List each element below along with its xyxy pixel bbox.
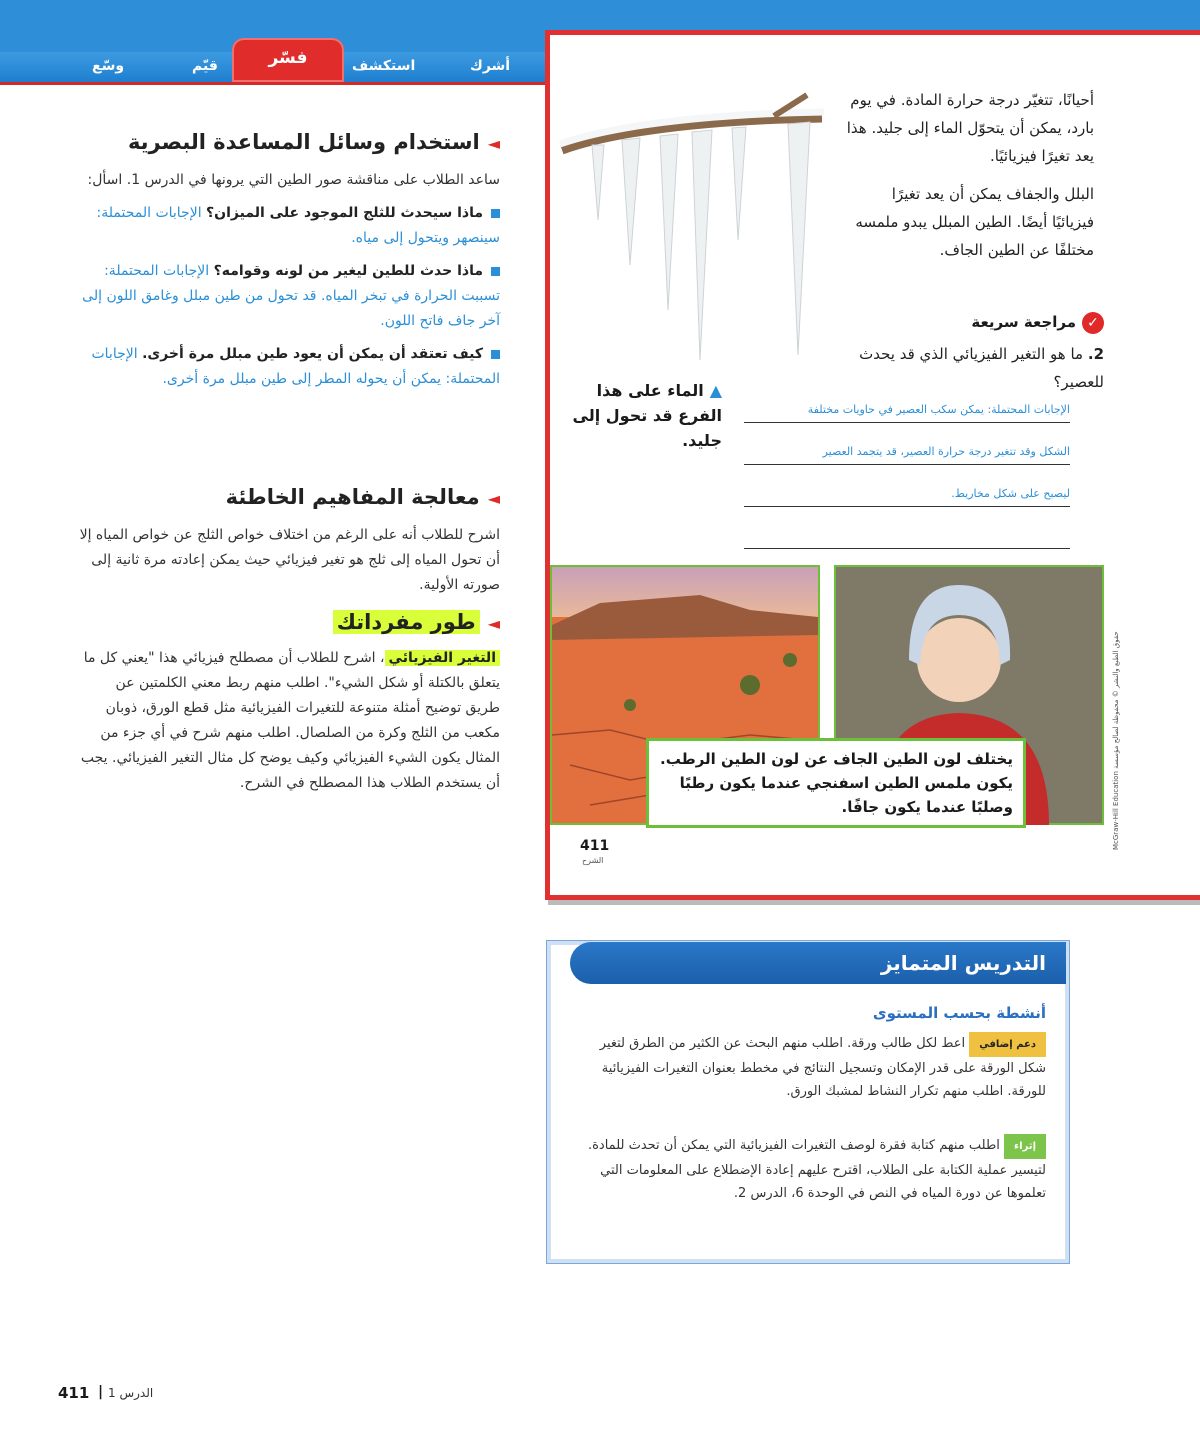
answer-line <box>744 464 1070 465</box>
visual-aids-section <box>78 130 500 392</box>
enrichment-tag: إثراء <box>1004 1134 1046 1159</box>
question-item: كيف تعتقد أن يمكن أن يعود طين مبلل مرة أخرى. الإجابات المحتملة: يمكن أن يحوله المطر إلى طين مبلل مرة أخرى. <box>91 346 500 387</box>
di-header: التدريس المتمايز <box>570 942 1066 984</box>
footer-page-number: 411 <box>58 1384 90 1402</box>
answer-text: الإجابات المحتملة: يمكن سكب العصير في حاويات مختلفة <box>807 403 1070 416</box>
vocab-heading: ◄طور مفرداتك <box>78 610 500 634</box>
review-question: 2. ما هو التغير الفيزيائي الذي قد يحدث للعصير؟ <box>859 345 1104 391</box>
visual-aids-heading: ◄استخدام وسائل المساعدة البصرية <box>127 130 500 154</box>
student-page-number: 411 <box>580 838 610 854</box>
misconceptions-text: اشرح للطلاب أنه على الرغم من اختلاف خواص الثلج عن خواص المياه إلا أن تحول المياه إلى ثلج هو تغير فيزيائي حيث يمكن إعادته مرة ثانية إلى صورته الأولية. <box>79 527 500 593</box>
answer-line <box>744 422 1070 423</box>
checkmark-icon: ✓ <box>1082 312 1104 334</box>
vocab-section <box>78 610 500 796</box>
answer-text: الشكل وقد تتغير درجة حرارة العصير، قد يتجمد العصير <box>822 445 1070 458</box>
answer-line <box>744 506 1070 507</box>
misconceptions-heading: ◄معالجة المفاهيم الخاطئة <box>225 485 500 509</box>
quick-review-heading: ✓مراجعة سريعة <box>846 312 1104 334</box>
square-bullet-icon <box>491 350 500 359</box>
di-level2: إثراء اطلب منهم كتابة فقرة لوصف التغيرات الفيزيائية التي يمكن أن تحدث للمادة. لتيسير عملية الكتابة على الطلاب، اقترح عليهم إعادة الإضطلاع على المعلومات التي تعلموها عن دورة المياه في النص في الوحدة 6، الدرس 2. <box>580 1134 1046 1205</box>
tab-explain-active[interactable]: فسّر <box>232 38 344 82</box>
misconceptions-section <box>78 485 500 598</box>
mud-caption: يختلف لون الطين الجاف عن لون الطين الرطب. يكون ملمس الطين اسفنجي عندما يكون رطبًا وصلبًا عندما يكون جافًا. <box>646 738 1026 828</box>
vocab-text: التغير الفيزيائي، اشرح للطلاب أن مصطلح فيزيائي هذا "يعني كل ما يتعلق بالكتلة أو شكل الشيء". اطلب منهم ربط معني الكلمتين عن طريق توضيح أمثلة متنوعة للتغيرات الفيزيائية مثل قطع الورق، ذوبان مكعب من الثلج وكرة من الصلصال. اطلب منهم شرح في أي جزء من المثال يكون الشيء الفيزيائي وكيف يوضح كل مثال التغير الفيزيائي. يجب أن يستخدم الطلاب هذا المصطلح في الشرح. <box>80 650 500 791</box>
visual-aids-intro: ساعد الطلاب على مناقشة صور الطين التي يرونها في الدرس 1. اسأل: <box>87 172 500 188</box>
body-paragraph-1: أحيانًا، تتغيّر درجة حرارة المادة. في يوم بارد، يمكن أن يتحوّل الماء إلى جليد. هذا يعد تغيرًا فيزيائيًا. <box>846 91 1094 165</box>
question-item: ماذا سيحدث للثلج الموجود على الميزان؟ الإجابات المحتملة: سينصهر ويتحول إلى مياه. <box>96 205 500 246</box>
copyright-credit: McGraw-Hill Education حقوق الطبع والنشر © محفوظة لصالح مؤسسة <box>1112 631 1120 850</box>
vocab-term: التغير الفيزيائي <box>385 650 500 666</box>
footer-separator: | <box>98 1384 104 1400</box>
di-level1: دعم إضافي اعط لكل طالب ورقة. اطلب منهم البحث عن الكثير من الطرق لتغير شكل الورقة على قدر الإمكان وتسجيل النتائج في مخطط بعنوان التغيرات الفيزيائية للورقة. اطلب منهم تكرار النشاط لمشبك الورق. <box>580 1032 1046 1103</box>
answer-line <box>744 548 1070 549</box>
tab-engage[interactable]: أشرك <box>470 58 511 74</box>
di-subheading: أنشطة بحسب المستوى <box>872 1004 1046 1022</box>
tab-evaluate[interactable]: قيّم <box>192 58 218 74</box>
footer-lesson-label: الدرس 1 <box>108 1386 154 1400</box>
icicle-caption: ▲الماء على هذا الفرع قد تحول إلى جليد. <box>572 381 722 450</box>
square-bullet-icon <box>491 209 500 218</box>
question-item: ماذا حدث للطين ليغير من لونه وقوامه؟ الإجابات المحتملة: تسببت الحرارة في تبخر المياه. قد تحول من طين مبلل وغامق اللون إلى آخر جاف فاتح اللون. <box>82 263 500 329</box>
triangle-marker-icon: ▲ <box>709 381 722 400</box>
answer-text: ليصبح على شكل مخاريط. <box>951 487 1070 500</box>
red-arrow-icon: ◄ <box>487 134 500 153</box>
body-paragraph-2: البلل والجفاف يمكن أن يعد تغيرًا فيزيائيًا أيضًا. الطين المبلل يبدو ملمسه مختلفًا عن الطين الجاف. <box>855 185 1094 259</box>
red-arrow-icon: ◄ <box>487 614 500 633</box>
square-bullet-icon <box>491 267 500 276</box>
support-tag: دعم إضافي <box>969 1032 1046 1057</box>
tab-extend[interactable]: وسّع <box>92 58 125 74</box>
student-page-label: الشرح <box>582 856 604 865</box>
red-arrow-icon: ◄ <box>487 489 500 508</box>
icicle-branch-image <box>552 90 832 380</box>
tab-explore[interactable]: استكشف <box>352 58 416 74</box>
